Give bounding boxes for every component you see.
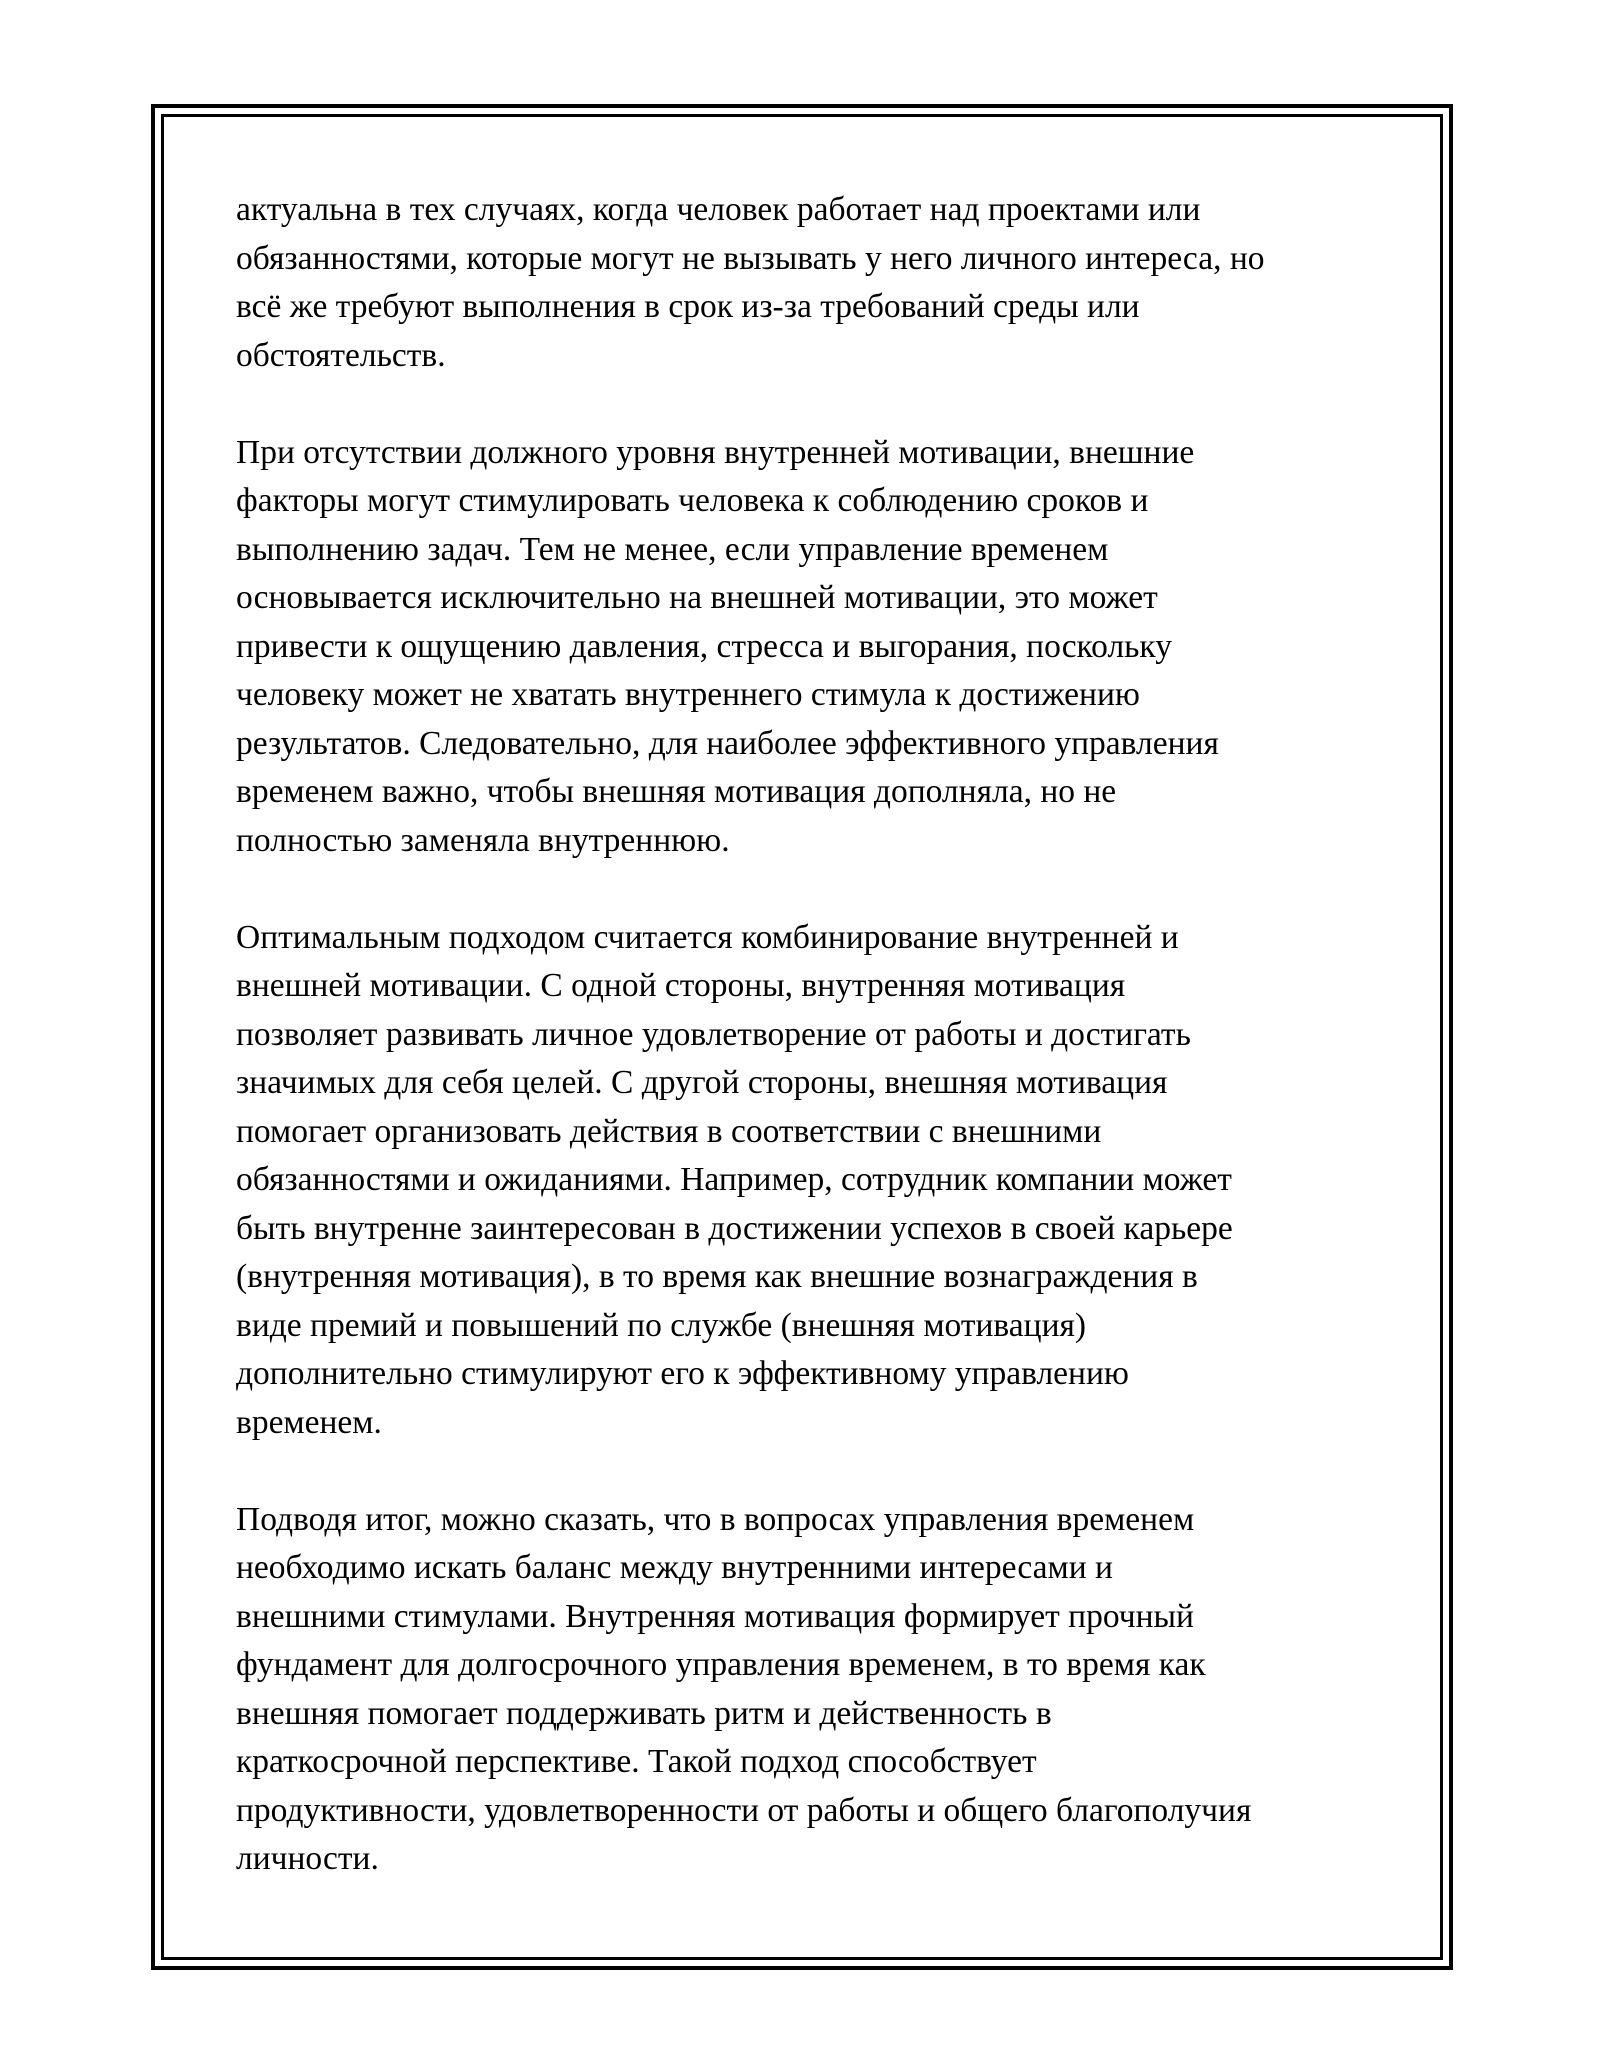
- text-line: результатов. Следовательно, для наиболее эффективного управления: [236, 724, 1219, 762]
- text-line: человеку может не хватать внутреннего стимула к достижению: [236, 676, 1140, 713]
- text-line: Подводя итог, можно сказать, что в вопросах управления временем: [236, 1500, 1195, 1538]
- text-line: внешняя помогает поддерживать ритм и действенность в: [236, 1694, 1052, 1732]
- text-line: актуальна в тех случаях, когда человек работает над проектами или: [236, 191, 1201, 228]
- text-line: факторы могут стимулировать человека к соблюдению сроков и: [236, 482, 1149, 519]
- text-line: краткосрочной перспективе. Такой подход способствует: [236, 1743, 1037, 1780]
- text-line: обстоятельств.: [236, 336, 446, 374]
- text-line: При отсутствии должного уровня внутренней мотивации, внешние: [236, 433, 1195, 471]
- text-line: быть внутренне заинтересован в достижении успехов в своей карьере: [236, 1209, 1233, 1247]
- document-body: [236, 186, 1376, 1932]
- text-line: полностью заменяла внутреннюю.: [236, 821, 730, 859]
- text-line: необходимо искать баланс между внутренними интересами и: [236, 1549, 1113, 1586]
- paragraph: [236, 914, 1376, 1448]
- text-line: внешними стимулами. Внутренняя мотивация формирует прочный: [236, 1597, 1194, 1635]
- paragraph: [236, 1496, 1376, 1884]
- text-line: временем важно, чтобы внешняя мотивация дополняла, но не: [236, 773, 1117, 810]
- text-line: помогает организовать действия в соответствии с внешними: [236, 1112, 1102, 1150]
- text-line: Оптимальным подходом считается комбинирование внутренней и: [236, 918, 1179, 956]
- text-line: дополнительно стимулируют его к эффективному управлению: [236, 1355, 1129, 1392]
- text-line: обязанностями, которые могут не вызывать у него личного интереса, но: [236, 239, 1265, 277]
- text-line: личности.: [236, 1840, 379, 1877]
- text-line: виде премий и повышений по службе (внешняя мотивация): [236, 1306, 1087, 1344]
- paragraph: [236, 429, 1376, 866]
- text-line: временем.: [236, 1403, 382, 1441]
- text-line: привести к ощущению давления, стресса и выгорания, поскольку: [236, 627, 1172, 665]
- text-line: основывается исключительно на внешней мотивации, это может: [236, 579, 1158, 616]
- text-line: значимых для себя целей. С другой стороны, внешняя мотивация: [236, 1064, 1168, 1101]
- text-line: всё же требуют выполнения в срок из-за требований среды или: [236, 288, 1140, 325]
- text-line: внешней мотивации. С одной стороны, внутренняя мотивация: [236, 967, 1126, 1004]
- paragraph: [236, 186, 1376, 380]
- text-line: (внутренняя мотивация), в то время как внешние вознаграждения в: [236, 1258, 1198, 1295]
- text-line: фундамент для долгосрочного управления временем, в то время как: [236, 1646, 1206, 1683]
- text-line: выполнению задач. Тем не менее, если управление временем: [236, 530, 1109, 568]
- text-line: продуктивности, удовлетворенности от работы и общего благополучия: [236, 1791, 1252, 1829]
- text-line: обязанностями и ожиданиями. Например, сотрудник компании может: [236, 1161, 1232, 1198]
- text-line: позволяет развивать личное удовлетворение от работы и достигать: [236, 1015, 1191, 1053]
